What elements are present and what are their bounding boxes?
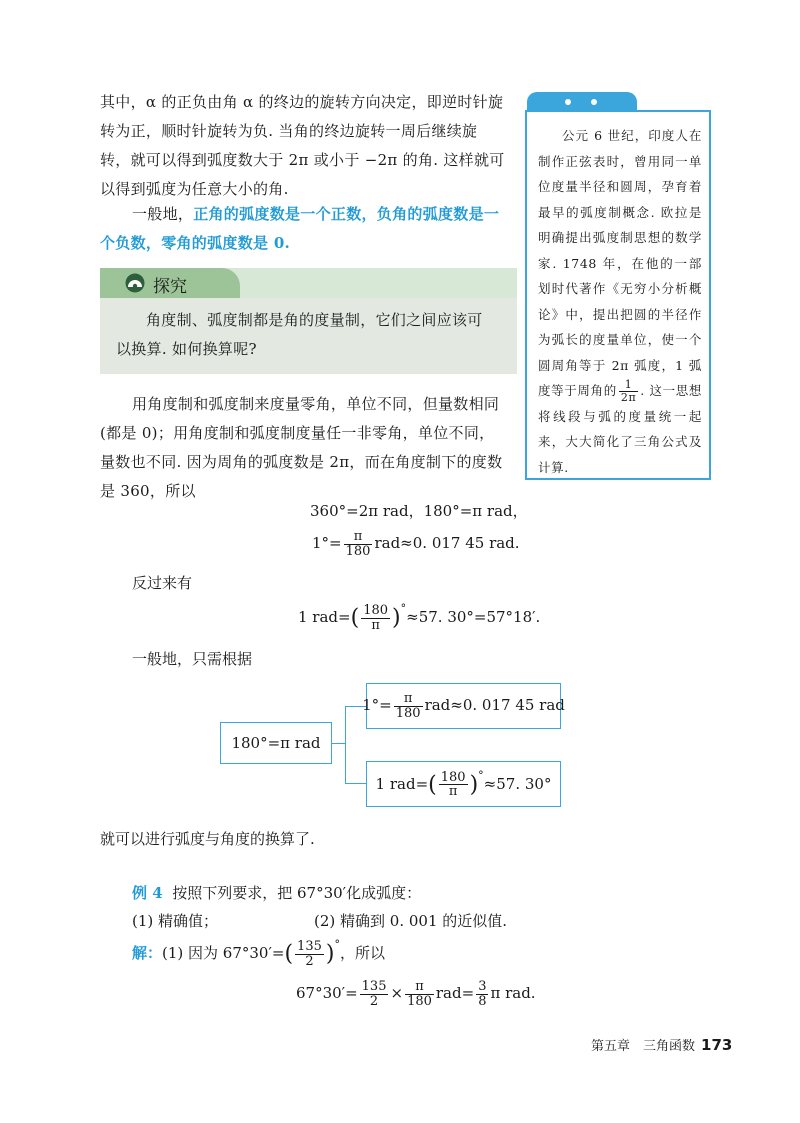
fraction-numerator: 135 [297, 938, 322, 954]
eq-text: ，所以 [339, 944, 385, 962]
fraction-denominator: π [439, 784, 468, 799]
fraction-numerator: π [353, 529, 363, 544]
degree-sup: ° [334, 938, 340, 951]
fraction-numerator: 1 [624, 378, 633, 392]
example-label: 例 4 [132, 884, 163, 902]
dot-icon [565, 99, 571, 105]
fraction-numerator: 3 [478, 979, 487, 994]
fraction-numerator: π [403, 690, 413, 706]
paren: ) [469, 772, 479, 798]
example-4 [132, 882, 421, 903]
explore-line: 角度制、弧度制都是角的度量制，它们之间应该可 [146, 311, 483, 329]
fraction [439, 771, 468, 799]
eq-text: rad≈0. 017 45 rad [424, 696, 565, 714]
example-part-2: (2) 精确到 0. 001 的近似值. [314, 912, 508, 930]
conversely-text: 反过来有 [132, 574, 193, 592]
explore-title: 探究 [153, 277, 187, 297]
definition-prefix: 一般地， [132, 205, 194, 223]
diagram-box-base [220, 722, 332, 764]
equation-degrees-radians: 360°=2π rad，180°=π rad， [310, 502, 528, 520]
fraction-denominator: 180 [395, 705, 421, 721]
diagram-base-text: 180°=π rad [231, 734, 321, 752]
paren: ) [392, 605, 401, 631]
eq-text: rad= [435, 984, 475, 1003]
definition-paragraph [100, 200, 520, 258]
fraction-denominator: π [361, 618, 390, 633]
fraction [360, 980, 389, 1008]
equation-one-degree [312, 530, 520, 558]
example-part-1: (1) 精确值； [132, 912, 219, 930]
fraction-denominator: 180 [407, 993, 432, 1009]
paragraph-1-line: 以得到弧度为任意大小的角. [100, 180, 289, 198]
eq-text: × [390, 984, 404, 1003]
fraction-denominator: 2π [620, 391, 637, 404]
paren: ( [350, 605, 360, 631]
sidebar-text-part: 公元 6 世纪，印度人在制作正弦表时，曾用同一单位度量半径和圆周，孕育着最早的弧度制概念. 欧拉是明确提出弧度制思想的数学家. 1748 年，在他的一部划时代著作《无穷小分析概论》中，提出把圆的半径作为弧长的度量单位，使一个圆周角等于 2π 弧度，1 弧度等于周角的 [538, 128, 702, 398]
equation-conversion-result [296, 980, 536, 1008]
fraction [361, 604, 390, 632]
eq-text: rad≈0. 017 45 rad. [374, 534, 520, 553]
explore-text [116, 306, 508, 364]
paragraph-1-line: 转，就可以得到弧度数大于 2π 或小于 −2π 的角. 这样就可 [100, 151, 505, 169]
paragraph-1 [100, 88, 520, 204]
page-footer [591, 1035, 732, 1054]
paragraph-3-line: 是 360，所以 [100, 482, 196, 500]
paragraph-1-line: 转为正，顺时针旋转为负. 当角的终边旋转一周后继续旋 [100, 122, 478, 140]
eq-text: 1 rad= [298, 608, 351, 626]
paragraph-3 [100, 390, 520, 506]
example-text: 按照下列要求，把 67°30′化成弧度： [172, 884, 422, 902]
solution-label: 解： [132, 944, 163, 962]
eq-text: 67°30′= [296, 984, 358, 1003]
connector-line [345, 706, 346, 784]
diagram-box-radian [366, 761, 561, 807]
explore-icon [124, 272, 146, 294]
eq-text: ≈57. 30°=57°18′. [406, 608, 541, 626]
diagram-box-degree [362, 683, 565, 729]
fraction-denominator: 2 [360, 994, 389, 1009]
fraction [394, 692, 423, 720]
fraction-denominator: 180 [345, 543, 371, 559]
degree-sup: ° [478, 768, 484, 782]
paragraph-3-line: (都是 0)；用角度制和弧度制度量任一非零角，单位不同， [100, 424, 495, 442]
diagram-degree-formula [362, 692, 565, 720]
sidebar-text-part: . 这一思想将线段与弧的度量统一起来，大大简化了三角公式及计算. [538, 383, 702, 475]
dot-icon [591, 99, 597, 105]
fraction [619, 379, 638, 403]
generally-text: 一般地，只需根据 [132, 650, 253, 668]
fraction-denominator: 2 [295, 954, 324, 969]
fraction [405, 980, 434, 1008]
sidebar-indent [538, 128, 562, 143]
fraction [295, 940, 324, 968]
eq-text: ≈57. 30° [483, 774, 552, 793]
eq-text: π rad. [490, 984, 536, 1003]
eq-text: 1 rad= [375, 774, 429, 793]
fraction-numerator: 135 [361, 979, 387, 994]
chapter-title: 第五章 三角函数 [591, 1039, 696, 1054]
paren: ( [284, 941, 294, 967]
fraction-numerator: π [415, 979, 424, 994]
definition-line-1 [100, 200, 520, 229]
paren: ) [325, 941, 335, 967]
fraction [344, 530, 373, 558]
paragraph-1-line: 其中，α 的正负由角 α 的终边的旋转方向决定，即逆时针旋 [100, 93, 504, 111]
definition-highlight: 个负数，零角的弧度数是 0. [100, 234, 291, 252]
definition-highlight: 正角的弧度数是一个正数，负角的弧度数是一 [193, 205, 500, 223]
eq-text: 1°= [312, 534, 342, 553]
fraction-numerator: 180 [363, 602, 389, 618]
solution-line [132, 938, 385, 968]
fraction-numerator: 180 [440, 769, 466, 785]
diagram-radian-formula [376, 769, 552, 799]
fraction [476, 980, 488, 1008]
then-text: 就可以进行弧度与角度的换算了. [100, 830, 315, 848]
sidebar-tab [527, 92, 637, 112]
explore-line: 以换算. 如何换算呢? [116, 340, 257, 358]
page-number: 173 [701, 1036, 733, 1054]
fraction-denominator: 8 [478, 993, 487, 1009]
paren: ( [428, 772, 437, 798]
eq-text: 1°= [362, 696, 392, 714]
sidebar-note-text [538, 123, 702, 480]
connector-line [345, 783, 366, 784]
equation-one-radian [298, 602, 540, 632]
eq-text: (1) 因为 67°30′= [162, 944, 285, 962]
connector-line [332, 743, 346, 744]
degree-sup: ° [400, 602, 407, 615]
paragraph-3-line: 量数也不同. 因为周角的弧度数是 2π，而在角度制下的度数 [100, 453, 503, 471]
paragraph-3-line: 用角度制和弧度制来度量零角，单位不同，但量数相同 [132, 395, 500, 413]
